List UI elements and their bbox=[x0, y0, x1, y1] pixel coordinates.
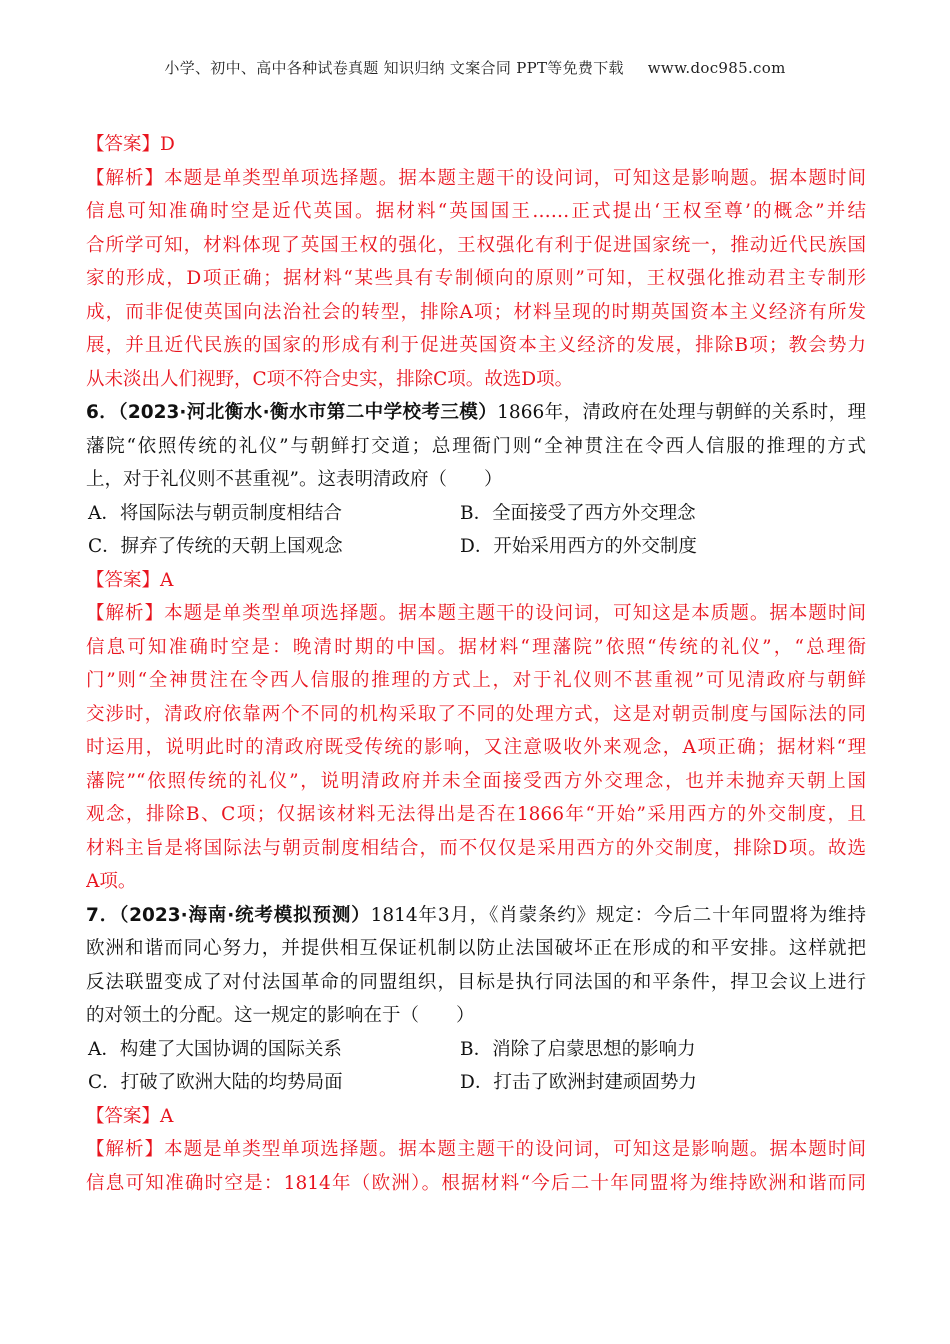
option-c[interactable]: C．打破了欧洲大陆的均势局面 bbox=[88, 1072, 343, 1093]
analysis-line: 展，并且近代民族的国家的形成有利于促进英国资本主义经济的发展，排除B项；教会势力 bbox=[86, 335, 866, 356]
option-a[interactable]: A．将国际法与朝贡制度相结合 bbox=[88, 502, 342, 524]
analysis-text: 本题是单类型单项选择题。据本题主题干的设问词，可知这是本质题。据本题时间 bbox=[164, 603, 866, 624]
page-header bbox=[0, 57, 950, 78]
option-a[interactable]: A．构建了大国协调的国际关系 bbox=[88, 1038, 342, 1060]
option-b[interactable]: B．全面接受了西方外交理念 bbox=[460, 502, 696, 524]
analysis-label: 【解析】 bbox=[86, 603, 165, 624]
analysis-line: 时运用，说明此时的清政府既受传统的影响，又注意吸收外来观念，A项正确；据材料“理 bbox=[86, 737, 866, 758]
answer-value: A bbox=[160, 1105, 174, 1127]
analysis-line: 从未淡出人们视野，C项不符合史实，排除C项。故选D项。 bbox=[86, 368, 574, 390]
analysis-line: 家的形成，D项正确；据材料“某些具有专制倾向的原则”可知，王权强化推动君主专制形 bbox=[86, 268, 866, 289]
answer-label: 【答案】 bbox=[86, 569, 161, 591]
answer-label: 【答案】 bbox=[86, 1105, 161, 1127]
analysis-line: 观念，排除B、C项；仅据该材料无法得出是否在1866年“开始”采用西方的外交制度，且 bbox=[86, 804, 866, 825]
answer-line bbox=[86, 128, 866, 162]
question-7-stem bbox=[86, 899, 866, 933]
question-text-line: 反法联盟变成了对付法国革命的同盟组织，目标是执行同法国的和平条件，捍卫会议上进行 bbox=[86, 971, 866, 993]
header-url[interactable]: www.doc985.com bbox=[647, 59, 786, 77]
answer-value: D bbox=[160, 134, 175, 155]
question-text-line: 上，对于礼仪则不甚重视”。这表明清政府（ ） bbox=[86, 469, 503, 490]
analysis-line bbox=[86, 597, 866, 631]
analysis-line bbox=[86, 1133, 866, 1167]
question-text: 1814年3月，《肖蒙条约》规定：今后二十年同盟将为维持 bbox=[370, 904, 866, 926]
question-source: （2023·河北衡水·衡水市第二中学校考三模） bbox=[118, 402, 498, 423]
option-c[interactable]: C．摒弃了传统的天朝上国观念 bbox=[88, 536, 343, 557]
question-6-stem bbox=[86, 396, 866, 430]
question-text-line: 欧洲和谐而同心努力，并提供相互保证机制以防止法国破坏正在形成的和平安排。这样就把 bbox=[86, 938, 866, 959]
question-text-line: 的对领土的分配。这一规定的影响在于（ ） bbox=[86, 1005, 475, 1026]
options-row bbox=[86, 530, 866, 564]
question-number: 6． bbox=[86, 402, 119, 423]
question-source: （2023·海南·统考模拟预测） bbox=[119, 904, 371, 926]
analysis-line: 材料主旨是将国际法与朝贡制度相结合，而不仅仅是采用西方的外交制度，排除D项。故选 bbox=[86, 837, 866, 859]
analysis-line: 藩院”“依照传统的礼仪”，说明清政府并未全面接受西方外交理念，也并未抛弃天朝上国 bbox=[86, 770, 866, 792]
analysis-text: 本题是单类型单项选择题。据本题主题干的设问词，可知这是影响题。据本题时间 bbox=[164, 167, 866, 189]
analysis-line: 信息可知准确时空是：晚清时期的中国。据材料“理藩院”依照“传统的礼仪”，“总理衙 bbox=[86, 636, 866, 658]
header-text: 小学、初中、高中各种试卷真题 知识归纳 文案合同 PPT等免费下载 bbox=[164, 59, 624, 77]
analysis-line: 合所学可知，材料体现了英国王权的强化，王权强化有利于促进国家统一，推动近代民族国 bbox=[86, 234, 866, 256]
analysis-label: 【解析】 bbox=[86, 167, 165, 189]
analysis-line: 信息可知准确时空是：1814年（欧洲）。根据材料“今后二十年同盟将为维持欧洲和谐而同 bbox=[86, 1172, 866, 1194]
analysis-label: 【解析】 bbox=[86, 1139, 165, 1160]
analysis-line: 信息可知准确时空是近代英国。据材料“英国国王……正式提出‘王权至尊’的概念”并结 bbox=[86, 201, 866, 222]
document-body bbox=[86, 128, 866, 1200]
answer-line bbox=[86, 1100, 866, 1134]
question-text: 1866年，清政府在处理与朝鲜的关系时，理 bbox=[497, 402, 866, 423]
answer-line bbox=[86, 564, 866, 598]
question-number: 7． bbox=[86, 904, 120, 926]
question-text-line: 藩院“依照传统的礼仪”与朝鲜打交道；总理衙门则“全神贯注在令西人信服的推理的方式 bbox=[86, 435, 866, 457]
option-d[interactable]: D．开始采用西方的外交制度 bbox=[460, 536, 697, 557]
analysis-line bbox=[86, 162, 866, 196]
answer-label: 【答案】 bbox=[86, 134, 161, 155]
options-row bbox=[86, 497, 866, 531]
options-row bbox=[86, 1066, 866, 1100]
options-row bbox=[86, 1033, 866, 1067]
option-d[interactable]: D．打击了欧洲封建顽固势力 bbox=[460, 1072, 697, 1093]
analysis-line: A项。 bbox=[86, 871, 137, 892]
analysis-line: 门”则“全神贯注在令西人信服的推理的方式上，对于礼仪则不甚重视”可见清政府与朝鲜 bbox=[86, 670, 866, 691]
answer-value: A bbox=[160, 569, 174, 591]
analysis-text: 本题是单类型单项选择题。据本题主题干的设问词，可知这是影响题。据本题时间 bbox=[164, 1139, 866, 1160]
analysis-line: 成，而非促使英国向法治社会的转型，排除A项；材料呈现的时期英国资本主义经济有所发 bbox=[86, 301, 866, 323]
analysis-line: 交涉时，清政府依靠两个不同的机构采取了不同的处理方式，这是对朝贡制度与国际法的同 bbox=[86, 703, 866, 725]
option-b[interactable]: B．消除了启蒙思想的影响力 bbox=[460, 1038, 696, 1060]
